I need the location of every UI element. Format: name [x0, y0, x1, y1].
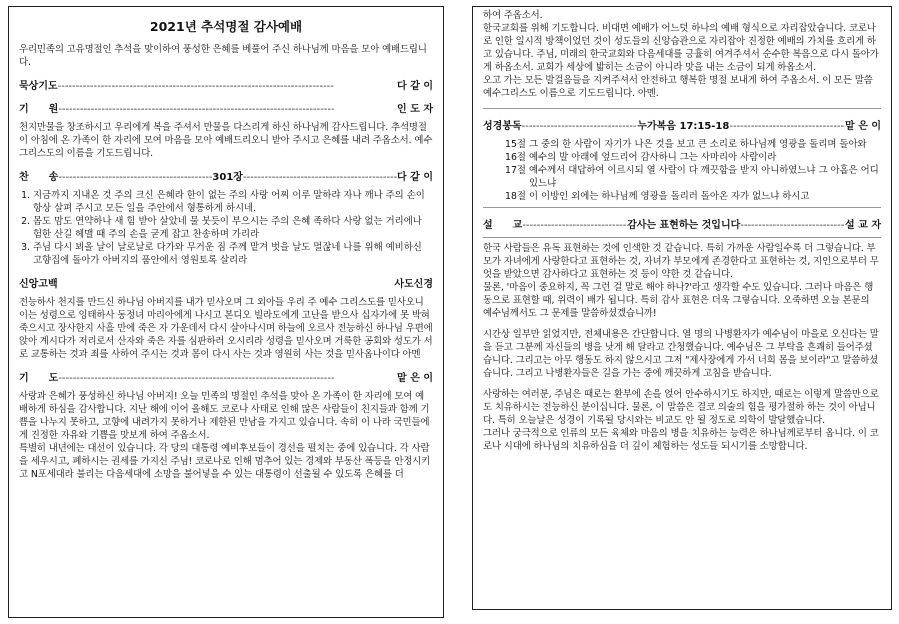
divider [483, 207, 881, 208]
section-hymn [19, 168, 433, 183]
leader-dots [58, 172, 212, 183]
section-reading [483, 117, 881, 132]
left-column [8, 6, 444, 618]
section-sermon [483, 216, 881, 231]
divider [483, 108, 881, 109]
leader-dots [58, 104, 397, 115]
section-label: 설 교 [483, 220, 523, 231]
section-leader: 맡 은 이 [845, 121, 881, 132]
bulletin-title: 2021년 추석명절 감사예배 [149, 19, 303, 34]
sermon-paragraph: 그러나 궁극적으로 인류의 모든 육체와 마음의 병을 치유하는 능력은 하나님께로부터 옵니다. 이 코로나 시대에 하나님의 치유하심을 더 깊이 체험하는 성도들 되시기를 소망합니다. [483, 428, 879, 452]
section-leader: 인 도 자 [397, 104, 433, 115]
sermon-paragraph: 한국 사람들은 유독 표현하는 것에 인색한 것 같습니다. 특히 가까운 사람일수록 더 그렇습니다. 부모가 자녀에게 사랑한다고 표현하는 것, 자녀가 부모에게 존경한다고 표현하는 것, 지인으로부터 무엇을 받았으면 감사하다고 표현하는 것 등이 약한 것 같습니다. [483, 243, 879, 280]
hymn-verse: 2. 몸도 맘도 연약하나 새 힘 받아 살았네 물 붓듯이 부으시는 주의 은혜 족하다 사랑 없는 거리에나 험한 산길 헤맬 때 주의 손을 굳게 잡고 찬송하며 가리라 [33, 215, 433, 241]
invocation-text: 천지만물을 창조하시고 우리에게 복을 주셔서 만물을 다스리게 하신 하나님께 감사드립니다. 추석명절 이 아침에 온 가족이 한 자리에 모여 마음을 모아 예배드리오니 받아 주시고 은혜를 내려 주옵소서. 예수 그리스도의 이름을 기도드립니다. [19, 122, 433, 159]
divider [483, 237, 881, 238]
prayer-text: 특별히 내년에는 대선이 있습니다. 각 당의 대통령 예비후보들이 경선을 펼치는 중에 있습니다. 각 사람을 세우시고, 폐하시는 권세를 가지신 주님! 코로나로 인해 멈추어 있는 경제와 부동산 폭등을 안정시키고 N포세대라 불리는 다음세대에 소망을 불어넣을 수 있는 대통령이 선출될 수 있도록 은혜를 더 [19, 443, 431, 480]
scripture-verse [483, 138, 881, 151]
hymn-verse: 1. 지금까지 지내온 것 주의 크신 은혜라 한이 없는 주의 사랑 어찌 이루 말하랴 자나 깨나 주의 손이 항상 살펴 주시고 모든 일을 주안에서 형통하게 하시네. [33, 189, 433, 215]
section-leader: 다 같 이 [397, 172, 433, 183]
leader-dots [740, 220, 845, 231]
verse-number: 15절 [505, 139, 526, 150]
sermon-paragraph: 물론, '마음이 중요하지, 꼭 그런 걸 말로 해야 하나?'라고 생각할 수도 있습니다. 그러나 마음은 행동으로 표현할 때, 위력이 배가 됩니다. 특히 감사 표현은 더욱 그렇습니다. 오죽하면 오늘 본문의 예수님께서도 그 문제를 말씀하셨겠습니까! [483, 282, 874, 319]
verse-text: 그 중의 한 사람이 자기가 나은 것을 보고 큰 소리로 하나님께 영광을 돌리며 돌아와 [529, 139, 867, 150]
leader-dots [522, 121, 638, 132]
prayer-text: 사랑과 은혜가 풍성하신 하나님 아버지! 오늘 민족의 명절인 추석을 맞아 온 가족이 한 자리에 모여 예배하게 하심을 감사합니다. 지난 해에 이어 올해도 코로나 사태로 인해 많은 사람들이 친지들과 함께 기쁨을 나누지 못하고, 고향에 내려가지 못하거나 제한된 만남을 가지고 있습니다. 속히 이 나라 국민들에게 진정한 자유와 기쁨을 맛보게 하여 주옵소서. [19, 391, 430, 441]
section-leader: 사도신경 [394, 279, 433, 290]
scripture-verse [483, 190, 881, 203]
prayer-continuation: 한국교회를 위해 기도합니다. 비대면 예배가 어느덧 하나의 예배 형식으로 자리잡았습니다. 코로나로 인한 일시적 방책이었던 것이 성도들의 신앙습관으로 자리잡아 진정한 예배의 가치를 흐리게 하고 있습니다. 주님, 미래의 한국교회와 다음세대를 긍휼히 여겨주셔서 순수한 복음으로 다시 돌아가게 하옵소서. 교회가 세상에 밟히는 소금이 아니라 맛을 내는 소금이 되게 하옵소서. [483, 23, 879, 73]
verse-text: 예수께서 대답하여 이르시되 열 사람이 다 깨끗함을 받지 아니하였느냐 그 아홉은 어디 있느냐 [529, 165, 879, 189]
section-label: 묵상기도 [19, 81, 58, 92]
section-label: 기 원 [19, 104, 59, 115]
section-leader: 다 같 이 [397, 81, 433, 92]
leader-dots [729, 121, 845, 132]
hymn-number: 301장 [212, 172, 243, 183]
verse-text: 이 이방인 외에는 하나님께 영광을 돌리러 돌아온 자가 없느냐 하시고 [529, 191, 810, 202]
right-column [472, 6, 892, 610]
section-label: 성경봉독 [483, 121, 522, 132]
scripture-reference: 누가복음 17:15-18 [637, 121, 730, 132]
leader-dots [58, 81, 397, 92]
verse-number: 18절 [505, 191, 526, 202]
verse-number: 16절 [505, 152, 526, 163]
prayer-continuation: 오고 가는 모든 발걸음들을 지켜주셔서 안전하고 행복한 명절 보내게 하여 주옵소서. 이 모든 말씀 예수그리스도 이름으로 기도드립니다. 아멘. [483, 75, 873, 99]
scripture-verses [483, 138, 881, 203]
creed-text: 전능하사 천지를 만드신 하나님 아버지를 내가 믿사오며 그 외아들 우리 주 예수 그리스도를 믿사오니 이는 성령으로 잉태하사 동정녀 마리아에게 나시고 본디오 빌라도에게 고난을 받으사 십자가에 못 박혀 죽으시고 장사한지 사흘 만에 죽은 자 가운데서 다시 살아나시며 하늘에 오르사 전능하신 하나님 우편에 앉아 계시다가 저리로서 산자와 죽은 자를 심판하러 오시리라 성령을 믿사오며 거룩한 공회와 성도가 서로 교통하는 것과 죄를 사하여 주시는 것과 몸이 다시 사는 것과 영원히 사는 것을 믿사옵나이다 아멘 [19, 297, 433, 360]
section-invocation [19, 100, 433, 115]
verse-text: 예수의 발 아래에 엎드리어 감사하니 그는 사마리아 사람이라 [529, 152, 777, 163]
hymn-verse: 3. 주님 다시 뵈올 날이 날로날로 다가와 무거운 짐 주께 맡겨 벗을 날도 멀잖네 나를 위해 예비하신 고향집에 돌아가 아버지의 품안에서 영원토록 살리라 [33, 241, 433, 267]
hymn-verses [19, 189, 433, 267]
section-creed [19, 275, 433, 290]
intro-text: 우리민족의 고유명절인 추석을 맞이하여 풍성한 은혜를 베풀어 주신 하나님께 마음을 모아 예배드립니다. [19, 44, 427, 68]
leader-dots [522, 220, 627, 231]
section-label: 기 도 [19, 373, 59, 384]
sermon-paragraph: 시간상 일부만 읽었지만, 전체내용은 간단합니다. 열 명의 나병환자가 예수님이 마을로 오신다는 말을 듣고 그분께 자신들의 병을 낫게 해 달라고 간청했습니다. 예수님은 그 부탁을 흔쾌히 들어주셨습니다. 그리고는 아무 행동도 하지 않으시고 그저 "제사장에게 가서 너희 몸을 보이라"고 말씀하셨습니다. 그리고 나병환자들은 길을 가는 중에 깨끗하게 고침을 받습니다. [483, 329, 879, 379]
section-label: 찬 송 [19, 172, 59, 183]
verse-number: 17절 [505, 165, 526, 176]
section-silent-prayer [19, 77, 433, 92]
scripture-verse [483, 164, 881, 190]
section-leader: 설 교 자 [845, 220, 881, 231]
section-leader: 맡 은 이 [397, 373, 433, 384]
section-prayer [19, 369, 433, 384]
leader-dots [243, 172, 397, 183]
sermon-paragraph: 사랑하는 여러분, 주님은 때로는 환부에 손을 얹어 안수하시기도 하지만, 때로는 이렇게 말씀만으로도 치유하시는 전능하신 분이십니다. 물론, 이 말씀은 결코 의술의 힘을 평가절하 하는 것이 아닙니다. 특히 오늘날은 성경이 기록될 당시와는 비교도 안 될 정도로 의학이 발달했습니다. [483, 389, 879, 426]
sermon-title: 감사는 표현하는 것입니다 [627, 220, 741, 231]
section-label: 신앙고백 [19, 279, 58, 290]
prayer-continuation: 하여 주옵소서. [483, 10, 543, 21]
scripture-verse [483, 151, 881, 164]
leader-dots [58, 373, 397, 384]
